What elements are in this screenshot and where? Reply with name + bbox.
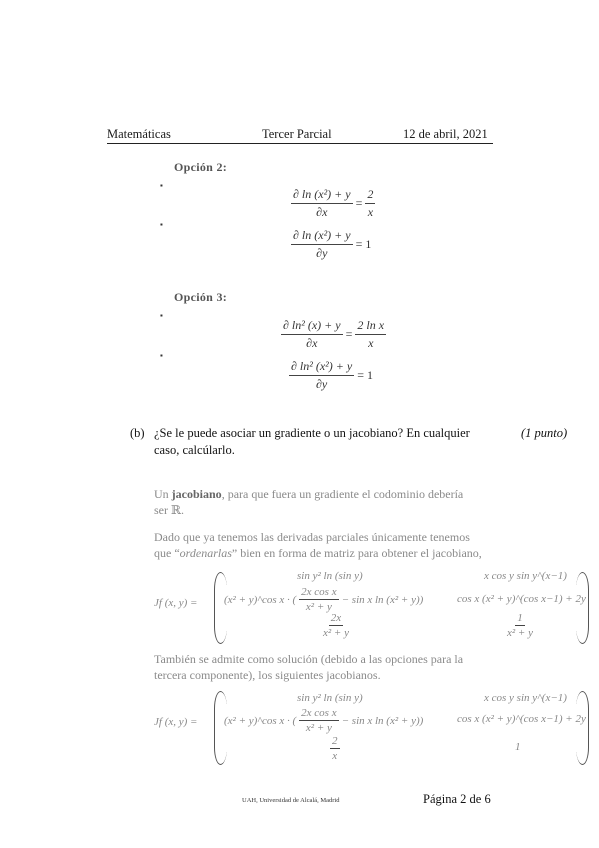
header-date: 12 de abril, 2021 — [403, 127, 488, 141]
option-2-equation-y: $\frac{\text{∂ ln (x²) + y}}{\partial y}$ = 1 — [293, 228, 372, 260]
matrix-2-r3c2: 1 — [515, 741, 521, 753]
option-3-title: Opción 3: — [174, 290, 228, 304]
matrix-1-right-paren — [576, 572, 589, 644]
answer-paragraph-2: Dado que ya tenemos las derivadas parciales únicamente tenemos que “ordenarlas” bien en forma de matriz para obtener el jacobiano, — [154, 530, 482, 560]
matrix-1-r2c2: cos x (x² + y)^(cos x−1) + 2y — [457, 593, 586, 605]
matrix-2-r3c1: $\frac{2}{x}$ — [332, 735, 338, 762]
matrix-1-r2c1: (x² + y)^cos x · ( $\frac{\text{2x cos x}}{\text{x² + y}}$ − sin x ln (x² + y)) — [224, 586, 424, 613]
bullet: ▪ — [160, 351, 163, 360]
matrix-2-right-paren — [576, 691, 589, 765]
bullet: ▪ — [160, 181, 163, 190]
option-2-title: Opción 2: — [174, 160, 228, 174]
matrix-1-r3c2: $\frac{1}{\text{x² + y}}$ — [507, 612, 533, 639]
matrix-2-r1c2: x cos y sin y^(x−1) — [484, 692, 567, 704]
footer-page-number: Página 2 de 6 — [423, 792, 491, 806]
footer-institution: UAH, Universidad de Alcalá, Madrid — [242, 797, 340, 804]
answer-paragraph-1: Un jacobiano, para que fuera un gradiente el codominio debería ser ℝ. — [154, 487, 464, 517]
jacobian-1-lhs: Jf (x, y) = — [154, 597, 198, 609]
option-2-equation-x: $\frac{\text{∂ ln (x²) + y}}{\partial x}$ = $\frac{2}{x}$ — [293, 187, 374, 219]
question-label: (b) — [130, 426, 145, 440]
header-exam: Tercer Parcial — [262, 127, 332, 141]
matrix-2-r2c1: (x² + y)^cos x · ( $\frac{\text{2x cos x}}{\text{x² + y}}$ − sin x ln (x² + y)) — [224, 707, 424, 734]
answer-paragraph-3: También se admite como solución (debido a las opciones para la tercera componente), los siguientes jacobianos. — [154, 652, 464, 682]
header-subject: Matemáticas — [107, 127, 171, 141]
bullet: ▪ — [160, 220, 163, 229]
option-3-equation-y: $\frac{\text{∂ ln² (x²) + y}}{\partial y}$ = 1 — [291, 359, 373, 391]
option-3-equation-x: $\frac{\text{∂ ln² (x) + y}}{\partial x}$ = $\frac{\text{2 ln x}}{x}$ — [283, 318, 385, 350]
matrix-2-r2c2: cos x (x² + y)^(cos x−1) + 2y — [457, 713, 586, 725]
jacobian-2-lhs: Jf (x, y) = — [154, 716, 198, 728]
header-rule — [107, 143, 493, 144]
matrix-1-r1c2: x cos y sin y^(x−1) — [484, 570, 567, 582]
matrix-1-r1c1: sin y² ln (sin y) — [297, 570, 363, 582]
matrix-1-r3c1: $\frac{2x}{\text{x² + y}}$ — [323, 612, 349, 639]
question-text: ¿Se le puede asociar un gradiente o un jacobiano? En cualquier caso, calcúlarlo. — [154, 426, 470, 457]
bullet: ▪ — [160, 311, 163, 320]
question-points: (1 punto) — [521, 426, 568, 440]
matrix-2-r1c1: sin y² ln (sin y) — [297, 692, 363, 704]
